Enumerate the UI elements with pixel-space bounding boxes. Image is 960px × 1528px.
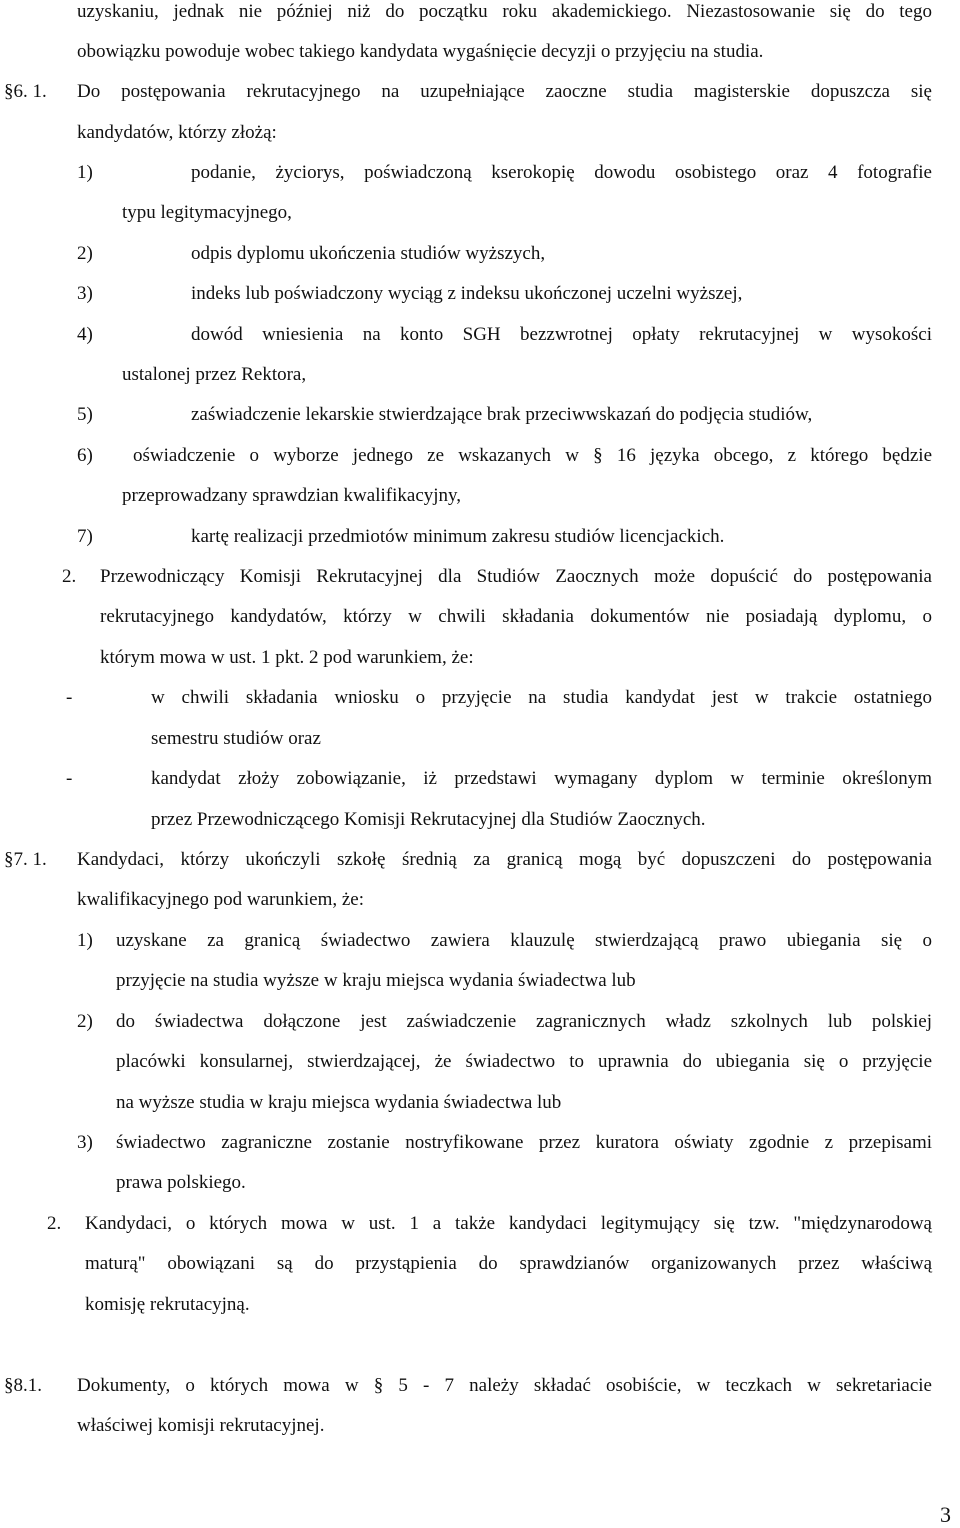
s6-item-6-num: 6) bbox=[77, 445, 93, 466]
s6-p1-line-2: kandydatów, którzy złożą: bbox=[77, 122, 277, 143]
s7-item-2-num: 2) bbox=[77, 1011, 93, 1032]
s6-item-2-line-1: odpis dyplomu ukończenia studiów wyższych, bbox=[191, 243, 546, 264]
s6-item-2-num: 2) bbox=[77, 243, 93, 264]
s7-item-1-line-2: przyjęcie na studia wyższe w kraju miejsca wydania świadectwa lub bbox=[116, 970, 636, 991]
s6-item-1-line-1: podanie, życiorys, poświadczoną kserokopię dowodu osobistego oraz 4 fotografie bbox=[191, 162, 932, 183]
s7-p1-line-2: kwalifikacyjnego pod warunkiem, że: bbox=[77, 889, 365, 910]
page-number: 3 bbox=[940, 1502, 951, 1527]
s7-item-3-line-1: świadectwo zagraniczne zostanie nostryfikowane przez kuratora oświaty zgodnie z przepisami bbox=[116, 1132, 932, 1153]
s6-item-4-line-2: ustalonej przez Rektora, bbox=[122, 364, 307, 385]
s6-dash-1-mark: - bbox=[66, 687, 73, 708]
s6-item-6-line-2: przeprowadzany sprawdzian kwalifikacyjny, bbox=[122, 485, 462, 506]
s6-item-1-num: 1) bbox=[77, 162, 93, 183]
s7-p2-line-1: Kandydaci, o których mowa w ust. 1 a także kandydaci legitymujący się tzw. "międzynarodową bbox=[85, 1213, 932, 1234]
s6-item-6-line-1: oświadczenie o wyborze jednego ze wskazanych w § 16 języka obcego, z którego będzie bbox=[133, 445, 932, 466]
s6-item-3-num: 3) bbox=[77, 283, 93, 304]
intro-line-2: obowiązku powoduje wobec takiego kandydata wygaśnięcie decyzji o przyjęciu na studia. bbox=[77, 41, 764, 62]
s6-dash-2-mark: - bbox=[66, 768, 73, 789]
s7-p2-line-2: maturą" obowiązani są do przystąpienia do sprawdzianów organizowanych przez właściwą bbox=[85, 1253, 932, 1274]
s6-item-4-line-1: dowód wniesienia na konto SGH bezzwrotnej opłaty rekrutacyjnej w wysokości bbox=[191, 324, 932, 345]
s6-p2-line-2: rekrutacyjnego kandydatów, którzy w chwili składania dokumentów nie posiadają dyplomu, o bbox=[100, 606, 932, 627]
s7-item-2-line-3: na wyższe studia w kraju miejsca wydania świadectwa lub bbox=[116, 1092, 562, 1113]
s7-p2-line-3: komisję rekrutacyjną. bbox=[85, 1294, 250, 1315]
s6-item-4-num: 4) bbox=[77, 324, 93, 345]
s7-p2-num: 2. bbox=[47, 1213, 62, 1234]
s6-item-7-line-1: kartę realizacji przedmiotów minimum zakresu studiów licencjackich. bbox=[191, 526, 725, 547]
s6-dash-2-line-1: kandydat złoży zobowiązanie, iż przedstawi wymagany dyplom w terminie określonym bbox=[151, 768, 932, 789]
s7-item-3-line-2: prawa polskiego. bbox=[116, 1172, 246, 1193]
s6-dash-1-line-1: w chwili składania wniosku o przyjęcie na studia kandydat jest w trakcie ostatniego bbox=[151, 687, 932, 708]
s7-item-2-line-2: placówki konsularnej, stwierdzającej, że świadectwo to uprawnia do ubiegania się o przyjęcie bbox=[116, 1051, 932, 1072]
s6-p2-line-1: Przewodniczący Komisji Rekrutacyjnej dla Studiów Zaocznych może dopuścić do postępowania bbox=[100, 566, 932, 587]
s6-item-1-line-2: typu legitymacyjnego, bbox=[122, 202, 292, 223]
s6-p2-num: 2. bbox=[62, 566, 77, 587]
s8-line-1: Dokumenty, o których mowa w § 5 - 7 należy składać osobiście, w teczkach w sekretariacie bbox=[77, 1375, 932, 1396]
intro-line-1: uzyskaniu, jednak nie później niż do początku roku akademickiego. Niezastosowanie się do tego bbox=[77, 1, 932, 22]
s6-item-5-line-1: zaświadczenie lekarskie stwierdzające brak przeciwwskazań do podjęcia studiów, bbox=[191, 404, 813, 425]
s6-item-7-num: 7) bbox=[77, 526, 93, 547]
section-6-label: §6. 1. bbox=[4, 81, 47, 102]
s6-dash-2-line-2: przez Przewodniczącego Komisji Rekrutacyjnej dla Studiów Zaocznych. bbox=[151, 809, 706, 830]
s7-item-2-line-1: do świadectwa dołączone jest zaświadczenie zagranicznych władz szkolnych lub polskiej bbox=[116, 1011, 932, 1032]
s7-item-3-num: 3) bbox=[77, 1132, 93, 1153]
s7-item-1-num: 1) bbox=[77, 930, 93, 951]
s6-p1-line-1: Do postępowania rekrutacyjnego na uzupełniające zaoczne studia magisterskie dopuszcza się bbox=[77, 81, 932, 102]
s6-item-5-num: 5) bbox=[77, 404, 93, 425]
s8-line-2: właściwej komisji rekrutacyjnej. bbox=[77, 1415, 325, 1436]
s7-item-1-line-1: uzyskane za granicą świadectwo zawiera klauzulę stwierdzającą prawo ubiegania się o bbox=[116, 930, 932, 951]
s6-p2-line-3: którym mowa w ust. 1 pkt. 2 pod warunkiem, że: bbox=[100, 647, 474, 668]
s6-dash-1-line-2: semestru studiów oraz bbox=[151, 728, 321, 749]
s6-item-3-line-1: indeks lub poświadczony wyciąg z indeksu ukończonej uczelni wyższej, bbox=[191, 283, 743, 304]
section-8-label: §8.1. bbox=[4, 1375, 42, 1396]
s7-p1-line-1: Kandydaci, którzy ukończyli szkołę średnią za granicą mogą być dopuszczeni do postępowania bbox=[77, 849, 932, 870]
section-7-label: §7. 1. bbox=[4, 849, 47, 870]
